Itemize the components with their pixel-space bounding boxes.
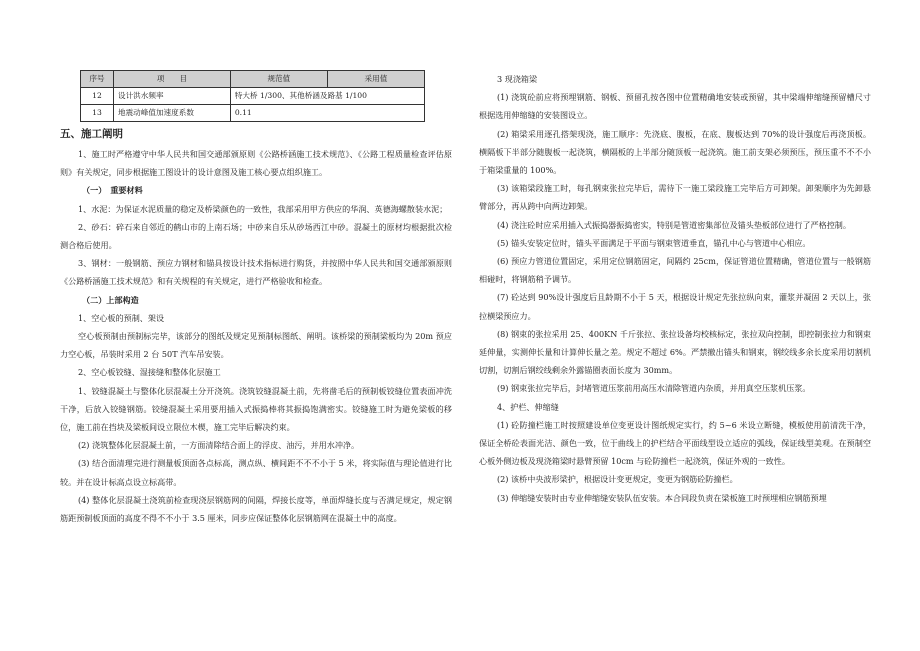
paragraph: (8) 钢束的张拉采用 25、400KN 千斤张拉、张拉设备均校核标定，张拉双向控制，即控制张拉力和钢束延伸量，实测伸长量和计算伸长量之差。规定不超过 6%。严禁撤出锚头和钢束，钢绞线多余长度采用切割机切割，切割后钢绞线剩余外露锚圈表面长度为 30mm。 xyxy=(479,328,871,376)
paragraph: (2) 该桥中央波形梁护，根据设计变更规定，变更为钢筋砼防撞栏。 xyxy=(497,474,738,485)
subheading: （二）上部构造 xyxy=(82,294,139,305)
table-header-cell: 序号 xyxy=(81,71,114,88)
paragraph: 1、水泥：为保证水泥质量的稳定及桥梁颜色的一致性，我部采用甲方供应的华润、英德海螺散装水泥； xyxy=(78,203,448,214)
table-header-cell: 项 目 xyxy=(114,71,231,88)
paragraph: (2) 箱梁采用逐孔搭架现浇，施工顺序：先浇底、腹板，在底、腹板达到 70%的设计强度后再浇顶板。横隔板下半部分随腹板一起浇筑，横隔板的上半部分随顶板一起浇筑。施工前支架必须预压，预压重不不不小于箱梁重量的 100%。 xyxy=(479,128,871,176)
paragraph: (9) 钢束张拉完毕后，封堵管道压浆前用高压水清除管道内杂质，并用真空压浆机压浆。 xyxy=(497,383,811,394)
paragraph: 1、施工时严格遵守中华人民共和国交通部颁原则《公路桥涵施工技术规范》、《公路工程质量检查评估原则》有关规定，同步根据施工图设计的设计意图及施工核心要点组织施工。 xyxy=(60,149,452,178)
paragraph: (6) 预应力管道位置固定，采用定位钢筋固定，间隔约 25cm，保证管道位置精确，管道位置与一般钢筋相碰时，将钢筋稍予调节。 xyxy=(479,256,871,285)
paragraph: 2、空心板铰缝、湿接缝和整体化层施工 xyxy=(78,367,221,378)
left-column xyxy=(60,70,452,527)
paragraph: 空心板预制由预制标完毕，该部分的图纸及规定见预制标图纸、阐明。该桥梁的预制梁板均为 20m 预应力空心板，吊装时采用 2 台 50T 汽车吊安装。 xyxy=(60,331,452,360)
table-cell-value: 特大桥 1/300、其他桥涵及路基 1/100 xyxy=(230,88,424,105)
paragraph: (5) 锚头安装定位时，锚头平面满足于平面与钢束管道垂直，锚孔中心与管道中心相应。 xyxy=(497,237,811,248)
spec-table xyxy=(80,70,425,122)
right-column xyxy=(479,70,871,507)
paragraph: 3、钢材：一般钢筋、预应力钢材和锚具按设计技术指标进行购货，并按照中华人民共和国交通部颁原则《公路桥涵施工技术规范》和有关规程的有关规定，进行严格验收和检查。 xyxy=(60,258,452,287)
paragraph: (7) 砼达到 90%设计强度后且龄期不小于 5 天，根据设计规定先张拉纵向束，灌浆并凝固 2 天以上，张拉横梁预应力。 xyxy=(479,292,871,321)
paragraph: 1、铰缝混凝土与整体化层混凝土分开浇筑。浇筑铰缝混凝土前，先将凿毛后的预制板铰缝位置表面冲洗干净，后放入铰缝钢筋。铰缝混凝土采用要用插入式振捣棒将其振捣饱满密实。铰缝施工时为避免梁板的移位，施工前在挡块及梁板间设立限位木楔，施工完毕后解决约束。 xyxy=(60,385,452,433)
paragraph: (2) 浇筑整体化层混凝土前，一方面清除结合面上的浮皮、油污，并用水冲净。 xyxy=(78,440,360,451)
table-header-cell: 规范值 xyxy=(230,71,327,88)
table-header-row xyxy=(81,71,425,88)
table-cell-item: 设计洪水频率 xyxy=(114,88,231,105)
paragraph: (4) 浇注砼时应采用插入式振捣器振捣密实，特别是管道密集部位及锚头垫板部位进行了严格控制。 xyxy=(497,219,851,230)
section-title: 五、施工阐明 xyxy=(60,128,123,140)
table-header-cell: 采用值 xyxy=(327,71,424,88)
table-row xyxy=(81,105,425,122)
table-row xyxy=(81,88,425,105)
table-cell-no: 13 xyxy=(81,105,114,122)
paragraph: (3) 该箱梁段施工时，每孔钢束张拉完毕后，需待下一施工梁段施工完毕后方可卸架。卸架顺序为先卸悬臂部分，再从跨中向两边卸架。 xyxy=(479,183,871,212)
paragraph-heading: 4、护栏、伸缩缝 xyxy=(497,401,559,412)
paragraph: 2、砂石：碎石来自邻近的鹤山市的上南石场；中砂来自乐从砂场西江中砂。混凝土的原材均根据批次检测合格后使用。 xyxy=(60,221,452,251)
table-cell-no: 12 xyxy=(81,88,114,105)
paragraph-heading: 3 现浇箱梁 xyxy=(497,74,538,84)
paragraph: 1、空心板的预制、架设 xyxy=(78,312,165,323)
subheading: （一） 重要材料 xyxy=(82,185,143,196)
table-cell-value: 0.11 xyxy=(230,105,424,122)
paragraph: (3) 结合面清理完进行测量板顶面各点标高，测点纵、横间距不不不小于 5 米，将实际值与理论值进行比较。并在设计标高点设立标高带。 xyxy=(60,458,452,487)
paragraph: (3) 伸缩缝安装时由专业伸缩缝安装队伍安装。本合同段负责在梁板施工时预埋相应钢筋预埋 xyxy=(497,492,827,503)
paragraph: (1) 砼防撞栏施工时按照建设单位变更设计图纸规定实行，约 5~6 米设立断缝，模板使用前清洗干净，保证全桥砼表面光洁、颜色一致，位于曲线上的护栏结合平面线型设立适应的弧线，保证线型美观。在预制空心板外侧边板及现浇箱梁时悬臂预留 10cm 与砼防撞栏一起浇筑，保证外观的一致性。 xyxy=(479,419,871,467)
table-cell-item: 地震动峰值加速度系数 xyxy=(114,105,231,122)
paragraph: (1) 浇筑砼前应将预埋钢筋、钢板、预留孔按各图中位置精确地安装或预留，其中梁端伸缩缝预留槽尺寸根据选用伸缩缝的安装图设立。 xyxy=(479,92,871,121)
paragraph: (4) 整体化层混凝土浇筑前检查现浇层钢筋网的间隔，焊接长度等，单面焊缝长度与否满足规定，规定钢筋距预制板顶面的高度不得不不小于 3.5 厘米，同步应保证整体化层钢筋网在混凝土中的高度。 xyxy=(60,494,452,524)
